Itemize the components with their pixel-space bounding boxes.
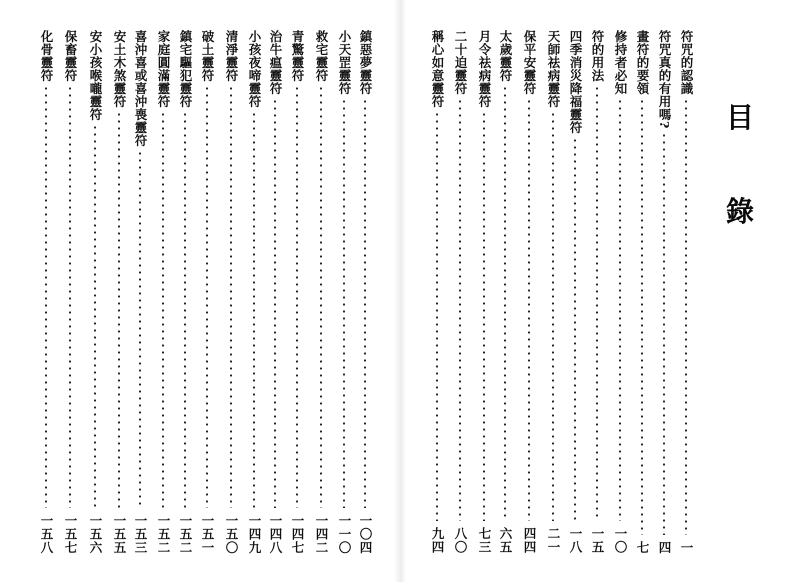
toc-entry-title: 修持者必知 xyxy=(613,30,628,95)
toc-entry-title: 二十迫靈符 xyxy=(453,30,468,95)
toc-entry-title: 破土靈符 xyxy=(200,30,215,82)
toc-entry-title: 月令祛病靈符 xyxy=(477,30,492,108)
toc-entry xyxy=(156,30,170,554)
toc-dot-leader xyxy=(45,85,47,508)
toc-dot-leader xyxy=(459,98,461,521)
toc-dot-leader xyxy=(343,98,345,508)
toc-entry-page-number: 一五一 xyxy=(200,513,215,554)
toc-entry-page-number: 一五〇 xyxy=(224,513,239,554)
toc-entry xyxy=(314,30,328,554)
toc-entry-title: 天師祛病靈符 xyxy=(546,30,561,108)
toc-entry-page-number: 八〇 xyxy=(453,527,468,554)
toc-entry xyxy=(247,30,261,554)
toc-entry-page-number: 一五五 xyxy=(112,513,127,554)
toc-entry xyxy=(290,30,304,554)
toc-entry-title: 青驚靈符 xyxy=(290,30,305,82)
toc-entry xyxy=(657,30,671,554)
toc-entry xyxy=(430,30,444,554)
toc-entry-title: 保平安靈符 xyxy=(522,30,537,95)
toc-dot-leader xyxy=(685,98,687,535)
right-page xyxy=(400,0,793,582)
toc-entry-title: 太歲靈符 xyxy=(498,30,513,82)
toc-entry-title: 救宅靈符 xyxy=(314,30,329,82)
toc-entry xyxy=(133,30,147,554)
toc-dot-leader xyxy=(552,111,554,521)
toc-entry-page-number: 一五二 xyxy=(156,513,171,554)
toc-dot-leader xyxy=(162,111,164,508)
toc-entry-page-number: 一〇 xyxy=(613,527,628,554)
toc-entry xyxy=(63,30,77,554)
toc-entry-page-number: 四四 xyxy=(522,527,537,554)
toc-entry-page-number: 一 xyxy=(679,540,694,554)
left-page xyxy=(0,0,396,582)
toc-dot-leader xyxy=(206,85,208,508)
toc-entry-page-number: 六五 xyxy=(498,527,513,554)
toc-entry-title: 四季消災降福靈符 xyxy=(568,30,583,134)
toc-entry xyxy=(679,30,693,554)
toc-dot-leader xyxy=(184,111,186,508)
toc-entry-title: 鎮惡夢靈符 xyxy=(358,30,373,95)
toc-entry-page-number: 一四八 xyxy=(268,513,283,554)
toc-entry-title: 家庭圓滿靈符 xyxy=(156,30,171,108)
toc-entry-title: 治牛瘟靈符 xyxy=(268,30,283,95)
toc-entry-page-number: 二一 xyxy=(546,527,561,554)
toc-dot-leader xyxy=(528,98,530,521)
toc-entry-page-number: 一四九 xyxy=(247,513,262,554)
toc-entry-page-number: 一五七 xyxy=(63,513,78,554)
toc-entry-page-number: 一〇四 xyxy=(358,513,373,554)
toc-entry xyxy=(224,30,238,554)
toc-dot-leader xyxy=(504,85,506,521)
toc-entry-page-number: 一五二 xyxy=(178,513,193,554)
toc-entry-title: 符咒的認識 xyxy=(679,30,694,95)
toc-entry-title: 符的用法 xyxy=(590,30,605,82)
toc-dot-leader xyxy=(436,111,438,521)
toc-entry-page-number: 九四 xyxy=(430,527,445,554)
toc-entry xyxy=(200,30,214,554)
toc-entry xyxy=(522,30,536,554)
toc-entry-title: 保畜靈符 xyxy=(63,30,78,82)
toc-dot-leader xyxy=(574,137,576,521)
toc-entry-page-number: 七 xyxy=(635,540,650,554)
toc-dot-leader xyxy=(139,150,141,508)
toc-dot-leader xyxy=(619,98,621,521)
toc-dot-leader xyxy=(663,132,665,535)
toc-entry-title: 化骨靈符 xyxy=(39,30,54,82)
toc-entry xyxy=(178,30,192,554)
toc-entry xyxy=(112,30,126,554)
toc-entry-page-number: 七三 xyxy=(477,527,492,554)
toc-entry-title: 小孩夜啼靈符 xyxy=(247,30,262,108)
toc-entry-page-number: 一五三 xyxy=(133,513,148,554)
toc-dot-leader xyxy=(118,111,120,508)
toc-dot-leader xyxy=(274,98,276,508)
toc-entry xyxy=(453,30,467,554)
toc-entry-page-number: 一五八 xyxy=(39,513,54,554)
toc-dot-leader xyxy=(483,111,485,521)
toc-entry-page-number: 一四二 xyxy=(314,513,329,554)
toc-entry-page-number: 一五 xyxy=(590,527,605,554)
toc-dot-leader xyxy=(364,98,366,508)
toc-entry xyxy=(635,30,649,554)
toc-dot-leader xyxy=(69,85,71,508)
toc-dot-leader xyxy=(296,85,298,508)
toc-entry-title: 鎮宅驅犯靈符 xyxy=(178,30,193,108)
toc-entry-title: 小天罡靈符 xyxy=(337,30,352,95)
toc-entry xyxy=(568,30,582,554)
toc-entry xyxy=(613,30,627,554)
toc-dot-leader xyxy=(596,85,598,521)
toc-entry xyxy=(268,30,282,554)
toc-entry xyxy=(477,30,491,554)
toc-dot-leader xyxy=(253,111,255,508)
toc-entry-page-number: 四 xyxy=(657,540,672,554)
toc-dot-leader xyxy=(94,124,96,508)
toc-entry xyxy=(590,30,604,554)
toc-entry-page-number: 一四七 xyxy=(290,513,305,554)
toc-entry-page-number: 一五六 xyxy=(88,513,103,554)
toc-entry-title: 畫符的要領 xyxy=(635,30,650,95)
toc-entry xyxy=(39,30,53,554)
toc-entry xyxy=(337,30,351,554)
toc-heading-char-1: 目 xyxy=(725,101,754,134)
toc-entry-title: 符咒真的有用嗎? xyxy=(657,30,672,129)
toc-entry-title: 清淨靈符 xyxy=(224,30,239,82)
toc-dot-leader xyxy=(320,85,322,508)
toc-entry xyxy=(358,30,372,554)
toc-entry-title: 安小孩喉嚨靈符 xyxy=(88,30,103,121)
toc-heading-char-2: 錄 xyxy=(725,195,754,228)
toc-entry-page-number: 一一〇 xyxy=(337,513,352,554)
toc-entry-page-number: 一八 xyxy=(568,527,583,554)
toc-dot-leader xyxy=(230,85,232,508)
toc-dot-leader xyxy=(641,98,643,535)
toc-entry xyxy=(546,30,560,554)
toc-entry xyxy=(498,30,512,554)
toc-entry-title: 喜沖喜或喜沖喪靈符 xyxy=(133,30,148,147)
toc-entry-title: 安土木煞靈符 xyxy=(112,30,127,108)
toc-entry-title: 稱心如意靈符 xyxy=(430,30,445,108)
toc-entry xyxy=(88,30,102,554)
